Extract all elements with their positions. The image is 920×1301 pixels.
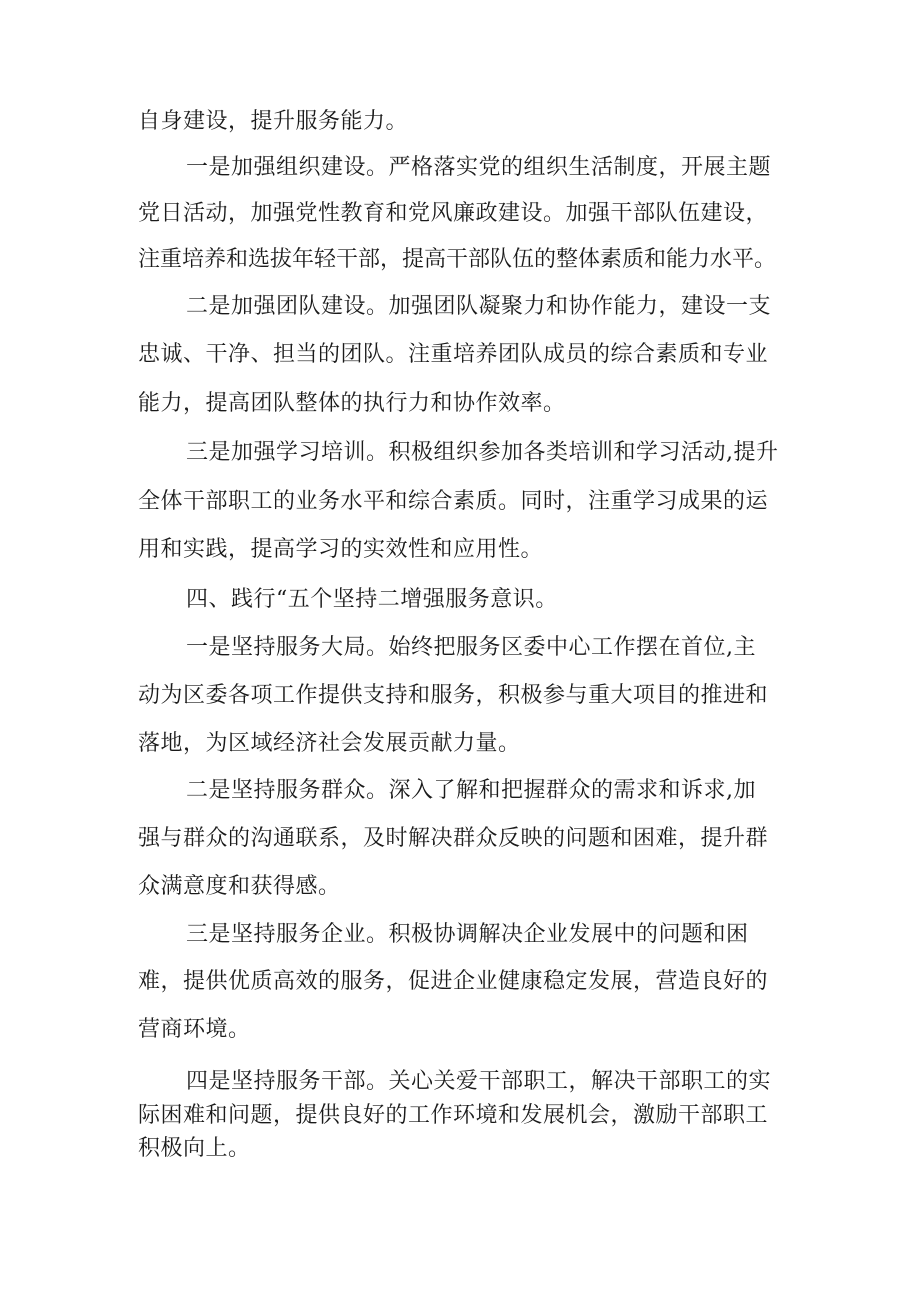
text-line: 用和实践，提高学习的实效性和应用性。 [138,537,544,562]
text-line: 能力，提高团队整体的执行力和协作效率。 [138,391,566,416]
section-heading: 四、践行“五个坚持二增强服务意识。 [186,587,558,612]
paragraph-heading: 一是坚持服务大局。始终把服务区委中心工作摆在首位,主 [186,635,756,660]
text-line: 积极向上。 [138,1136,251,1161]
paragraph-heading: 二是坚持服务群众。深入了解和把握群众的需求和诉求,加 [186,778,756,803]
paragraph-heading: 二是加强团队建设。加强团队凝聚力和协作能力，建设一支 [186,294,772,319]
text-line: 党日活动，加强党性教育和党风廉政建设。加强干部队伍建设， [138,201,769,226]
paragraph-heading: 三是坚持服务企业。积极协调解决企业发展中的问题和困 [186,922,749,947]
text-line: 落地，为区域经济社会发展贡献力量。 [138,731,521,756]
text-line: 营商环境。 [138,1017,251,1042]
text-line: 众满意度和获得感。 [138,874,341,899]
text-line: 动为区委各项工作提供支持和服务，积极参与重大项目的推进和 [138,683,769,708]
text-line: 强与群众的沟通联系，及时解决群众反映的问题和困难，提升群 [138,826,769,851]
text-line: 全体干部职工的业务水平和综合素质。同时，注重学习成果的运 [138,489,769,514]
text-line: 忠诚、干净、担当的团队。注重培养团队成员的综合素质和专业 [138,342,769,367]
text-line: 际困难和问题，提供良好的工作环境和发展机会，激励干部职工 [138,1103,769,1128]
paragraph-heading: 一是加强组织建设。严格落实党的组织生活制度，开展主题 [186,155,772,180]
text-line: 注重培养和选拔年轻干部，提高干部队伍的整体素质和能力水平。 [138,247,777,272]
text-line: 自身建设，提升服务能力。 [138,109,409,134]
paragraph-heading: 三是加强学习培训。积极组织参加各类培训和学习活动,提升 [186,440,779,465]
paragraph-heading: 四是坚持服务干部。关心关爱干部职工，解决干部职工的实 [186,1069,772,1094]
text-line: 难，提供优质高效的服务，促进企业健康稳定发展，营造良好的 [138,969,769,994]
